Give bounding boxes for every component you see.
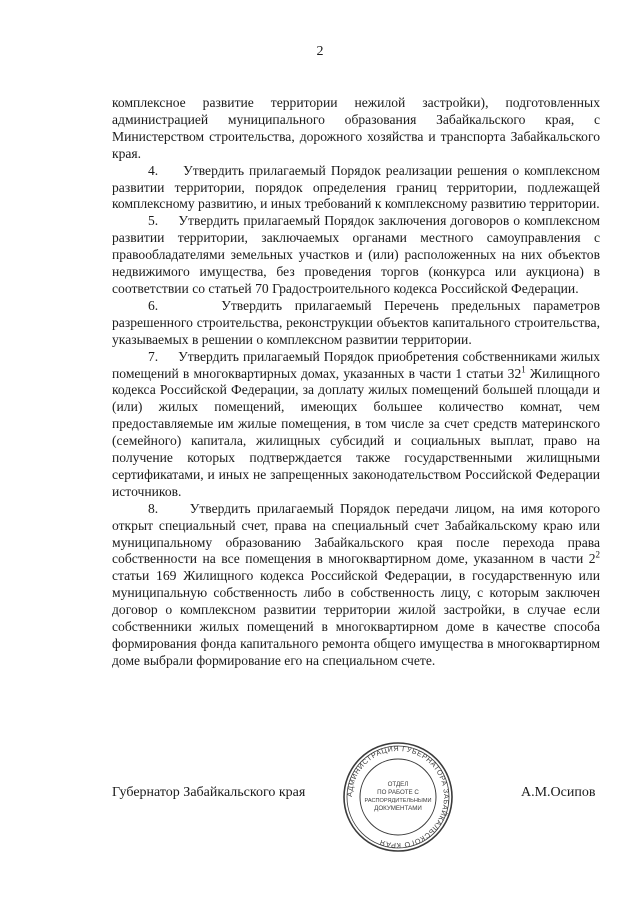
stamp-line-2: ПО РАБОТЕ С	[377, 789, 419, 796]
svg-text:АДМИНИСТРАЦИЯ ГУБЕРНАТОРА ЗАБА	[345, 744, 451, 850]
paragraph-8-superscript: 2	[595, 549, 600, 560]
signatory-name: А.М.Осипов	[521, 785, 596, 800]
paragraph-intro: комплексное развитие территории нежилой застройки), подготовленных администрацией муниципального образования Забайкальского края, с Министерством строительства, дорожного хозяйства и транспорта Забайкальского края.	[112, 95, 600, 161]
paragraph-7	[112, 349, 600, 501]
document-body	[112, 95, 600, 670]
page-number: 2	[316, 44, 324, 59]
stamp-line-1: ОТДЕЛ	[387, 781, 409, 788]
signatory-position: Губернатор Забайкальского края	[112, 785, 306, 800]
paragraph-4: 4. Утвердить прилагаемый Порядок реализации решения о комплексном развитии территории, порядок определения границ территории, подлежащей комплексному развитию, и иных требований к комплексному развитию территории.	[112, 162, 600, 212]
stamp-line-4: ДОКУМЕНТАМИ	[374, 805, 422, 812]
paragraph-8-text-a: 8. Утвердить прилагаемый Порядок передачи лицом, на имя которого открыт специальный счет, права на специальный счет Забайкальскому краю или муниципальному образованию Забайкальского края после перехода права собственности на все помещения в многоквартирном доме, указанном в части 2	[112, 500, 600, 567]
paragraph-7-superscript: 1	[521, 363, 526, 374]
paragraph-8-text-b: статьи 169 Жилищного кодекса Российской Федерации, в государственную или муниципальную собственность либо в собственность лицу, с которым заключен договор о комплексном развитии территории жилой застройки, в случае если собственники жилых помещений в многоквартирном доме в качестве способа формирования фонда капитального ремонта общего имущества в многоквартирном доме выбрали формирование его на специальном счете.	[112, 568, 600, 668]
paragraph-7-text-b: Жилищного кодекса Российской Федерации, за доплату жилых помещений большей площади и (или) жилых помещений, имеющих большее количество комнат, чем предоставляемые им жилые помещения, в том числе за счет средств материнского (семейного) капитала, жилищных субсидий и социальных выплат, право на получение которых подтверждается также государственными жилищными сертификатами, и иных не запрещенных законодательством Российской Федерации источников.	[112, 365, 600, 499]
paragraph-6: 6. Утвердить прилагаемый Перечень предельных параметров разрешенного строительства, реконструкции объектов капитального строительства, указываемых в решении о комплексном развитии территории.	[112, 297, 600, 347]
official-stamp	[342, 741, 454, 853]
stamp-line-3: РАСПОРЯДИТЕЛЬНЫМИ	[364, 798, 432, 804]
paragraph-5: 5. Утвердить прилагаемый Порядок заключения договоров о комплексном развитии территории, заключаемых органами местного самоуправления с правообладателями земельных участков и (или) расположенных на них объектов недвижимого имущества, без проведения торгов (конкурса или аукциона) в соответствии со статьей 70 Градостроительного кодекса Российской Федерации.	[112, 213, 600, 296]
paragraph-7-text-a: 7. Утвердить прилагаемый Порядок приобретения собственниками жилых помещений в многоквартирных домах, указанных в части 1 статьи 32	[112, 348, 600, 381]
stamp-ring-text: АДМИНИСТРАЦИЯ ГУБЕРНАТОРА ЗАБАЙКАЛЬСКОГО КРАЯ	[344, 743, 452, 851]
paragraph-8	[112, 501, 600, 670]
